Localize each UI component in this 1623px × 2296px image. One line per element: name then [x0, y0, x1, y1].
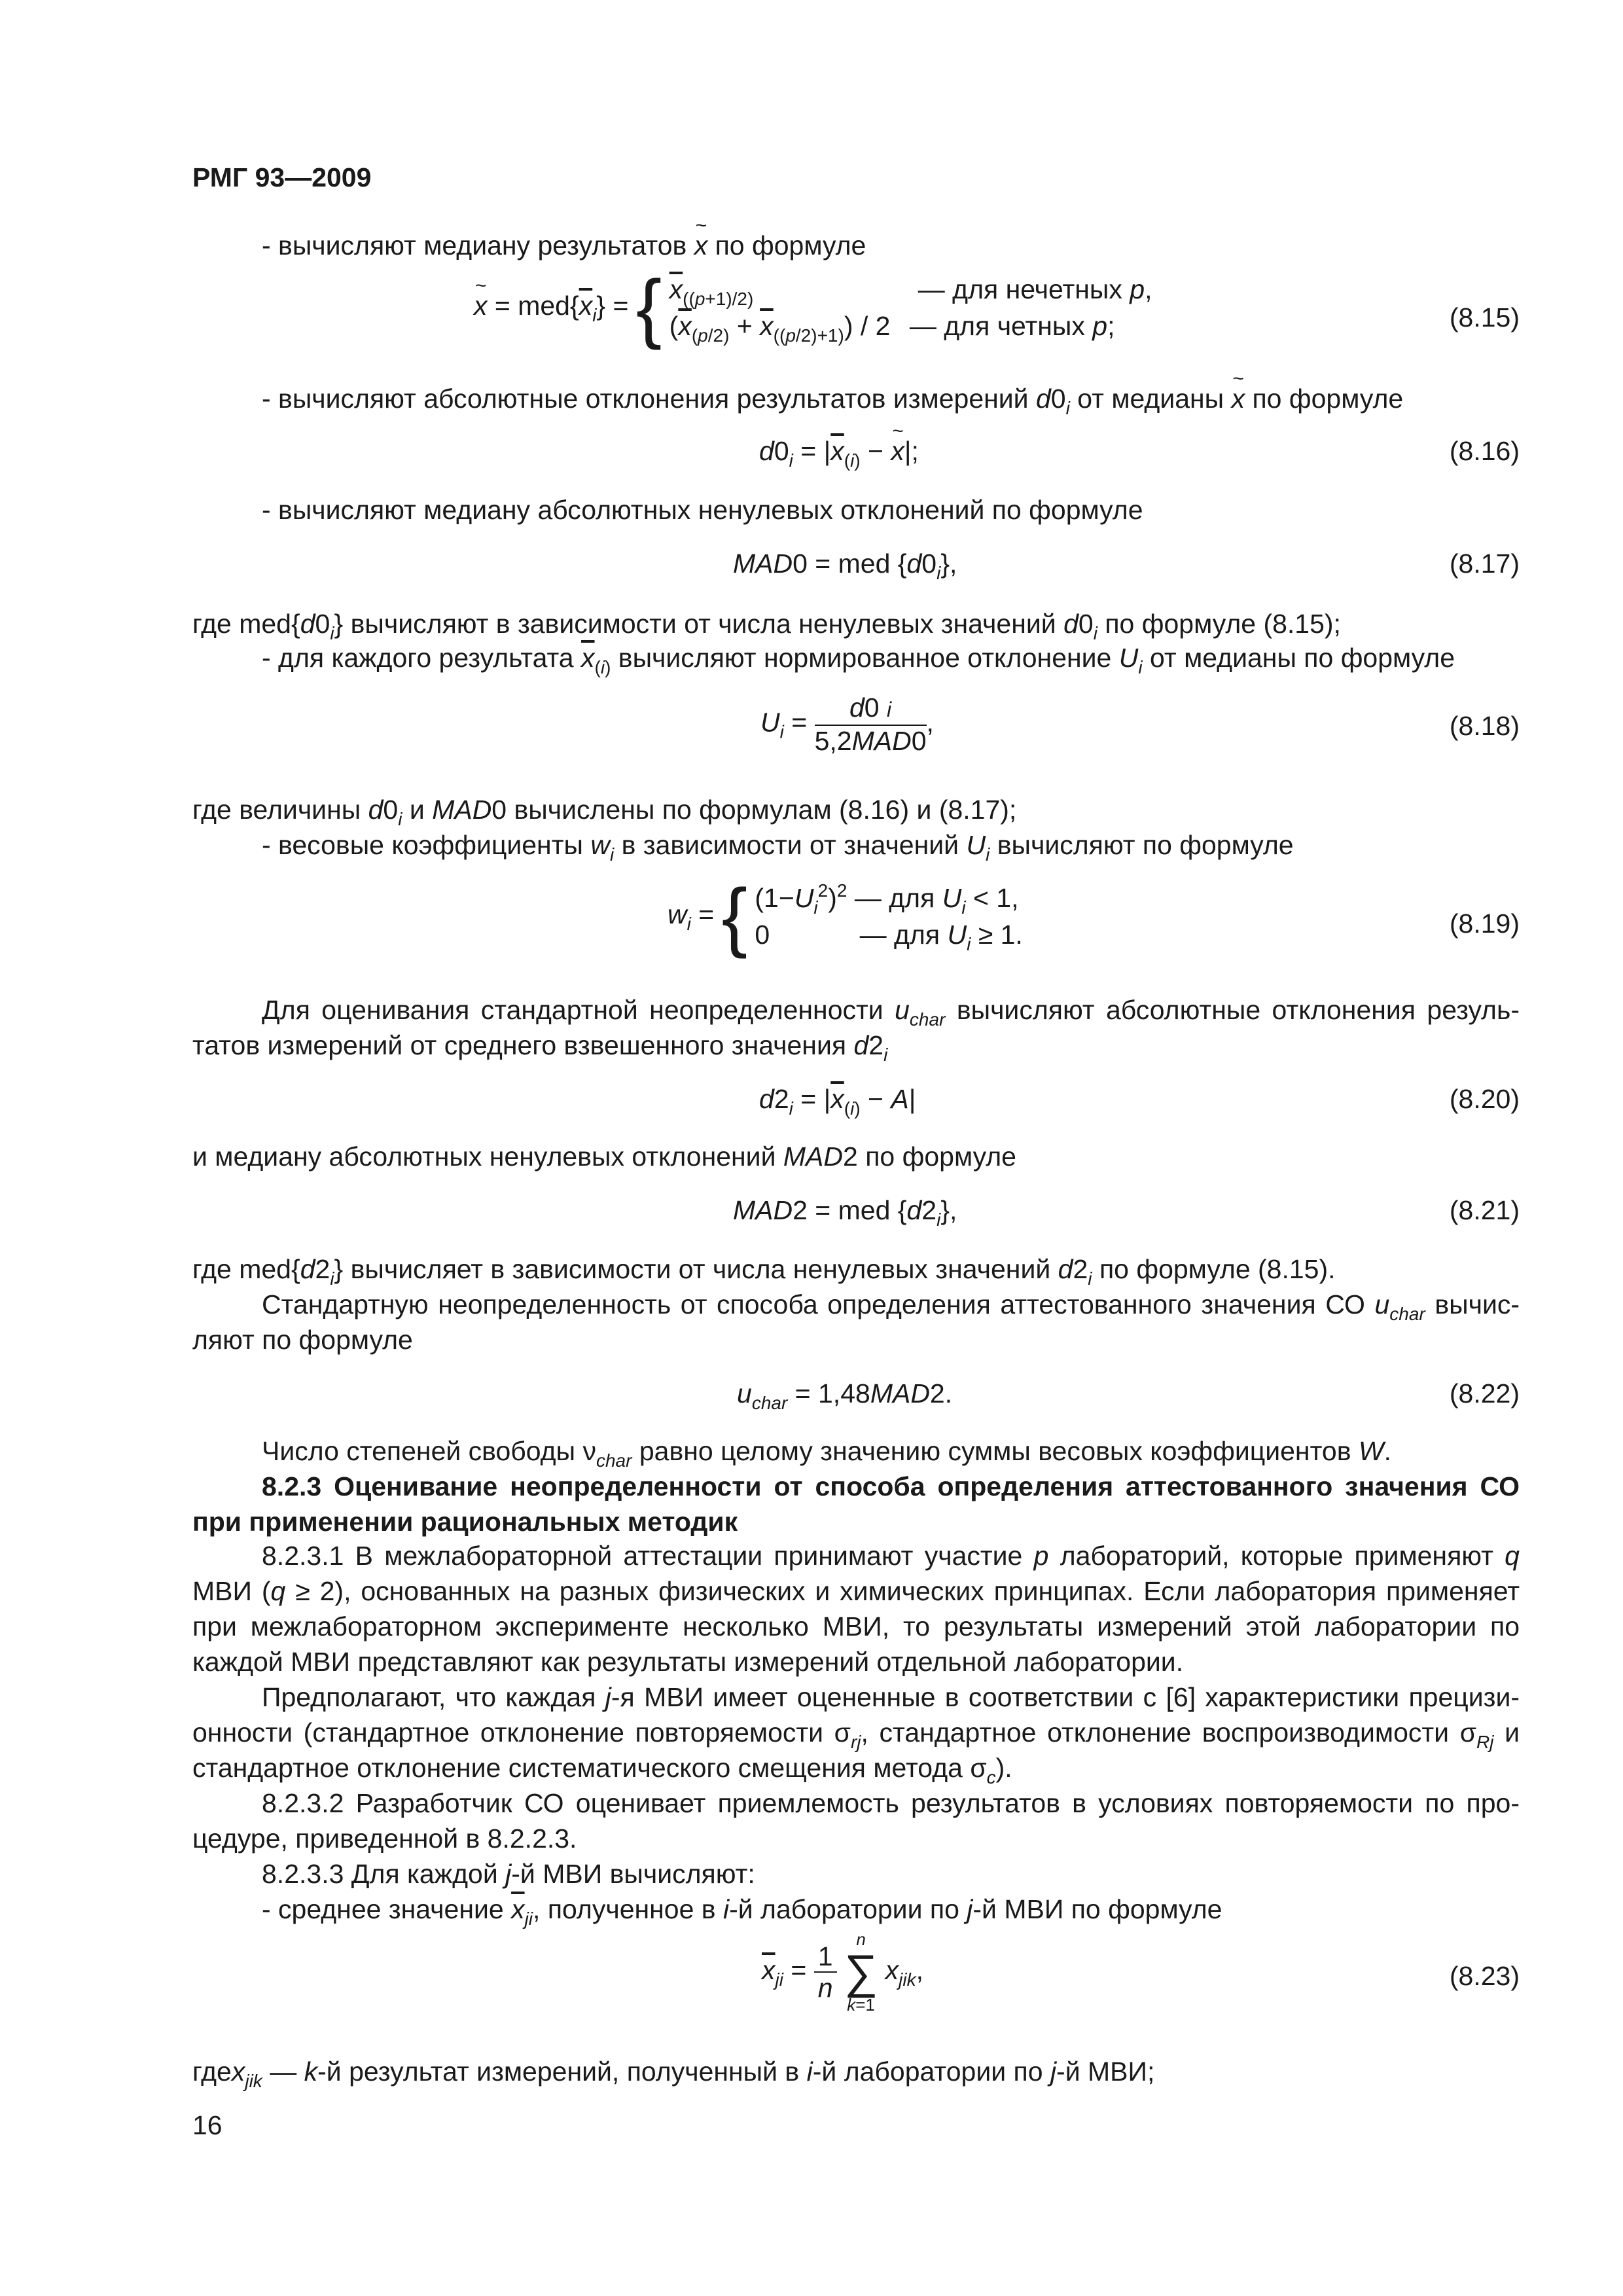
equation-number: (8.17) [1449, 548, 1520, 579]
text-line: и медиану абсолютных ненулевых отклонений MAD2 по формуле [192, 1141, 1016, 1172]
equation-number: (8.23) [1449, 1961, 1520, 1991]
text-line: где $med\{d2_i\}$ вычисляет в зависимости от числа ненулевых значений $d2_i$ по формуле (8.15). [192, 1254, 1336, 1289]
section-heading: 8.2.3 Оценивание неопределенности от способа определения аттестованного значения СО [262, 1471, 1520, 1501]
equation-number: (8.22) [1449, 1378, 1520, 1408]
equation-number: (8.21) [1449, 1195, 1520, 1225]
equation-number: (8.16) [1449, 436, 1520, 466]
text-line: - весовые коэффициенты $w_i$ в зависимости от значений $U_i$ вычисляют по формуле [262, 830, 1294, 865]
equation-number: (8.20) [1449, 1084, 1520, 1114]
text-line: ляют по формуле [192, 1325, 413, 1355]
text-line: Стандартную неопределенность от способа определения аттестованного значения СО $u_{char}$ вычис- [262, 1289, 1520, 1324]
equation-number: (8.19) [1449, 908, 1520, 939]
equation-8-16: $d0_i = |\overline{x}_{(i)} - x$ ~|; [759, 433, 919, 469]
equation-8-22: $u_{char} = 1,48MAD2$. [737, 1378, 953, 1413]
text-line: где величины $d0_i$ и MAD0 вычислены по формулам (8.16) и (8.17); [192, 795, 1017, 829]
text-line: где $med\{d0_i\}$ вычисляют в зависимости от числа ненулевых значений $d0_i$ по формуле (8.15); [192, 609, 1341, 643]
text-line: цедуре, приведенной в 8.2.2.3. [192, 1823, 577, 1854]
text-line: Число степеней свободы $\nu_{char}$ равно целому значению суммы весовых коэффициентов W. [262, 1436, 1391, 1471]
equation-8-17: MAD0 = med $\{d0_i\}$, [733, 548, 957, 583]
text-line: - вычисляют медиану результатов x ~ по формуле [262, 228, 1520, 263]
equation-8-23: $\overline{x}_{ji}$ = $\frac{1}{n}$ n ∑ k=1 $x_{jik}$, [762, 1929, 923, 2015]
text-line: - для каждого результата $\overline{x}_{(i)}$ вычисляют нормированное отклонение $U_i$ от медианы по формуле [262, 643, 1455, 677]
equation-8-19: $w_i$ = { $(1-U_i^2)^2$ — для $U_i < 1$, 0 — для $U_i \ge 1$. [668, 873, 1023, 960]
text-line: онности (стандартное отклонение повторяемости $\sigma_{rj}$, стандартное отклонение воспроизводимости $\sigma_{Rj}$ и [192, 1717, 1520, 1752]
text-line: 8.2.3.2 Разработчик СО оценивает приемлемость результатов в условиях повторяемости по про- [262, 1788, 1520, 1818]
equation-number: (8.15) [1449, 302, 1520, 332]
text-line: гдеx$_{jik}$ — k-й результат измерений, полученный в i-й лаборатории по j-й МВИ; [192, 2056, 1155, 2091]
text-line: при межлабораторном эксперименте несколько МВИ, то результаты измерений этой лаборатории по [192, 1611, 1520, 1641]
text-line: - среднее значение $\overline{x}_{ji}$, полученное в i-й лаборатории по j-й МВИ по формуле [262, 1894, 1222, 1929]
text-line: - вычисляют медиану абсолютных ненулевых отклонений по формуле [262, 495, 1143, 525]
equation-8-18: $U_i$ = $\frac{d0 i}{\text{5,2MAD0}}$ , [760, 692, 934, 756]
text-line: МВИ (q ≥ 2), основанных на разных физических и химических принципах. Если лаборатория применяет [192, 1576, 1520, 1606]
document-code: РМГ 93—2009 [192, 162, 372, 192]
text-line: 8.2.3.1 В межлабораторной аттестации принимают участие p лабораторий, которые применяют q [262, 1541, 1520, 1571]
equation-8-20: $d2_i = |\overline{x}_{(i)} - A|$ [759, 1084, 916, 1119]
section-heading: при применении рациональных методик [192, 1507, 738, 1537]
equation-8-15: x ~ = $med\{\overline{x}_i\}$ = { $\overline{x}_{((p+1)/2)}$ — для нечетных p, $(\overline{x}_{(p/2)} + \overline{x}_{((p/2)+1)}) / 2$ — для четных p; [474, 271, 1152, 344]
page-number: 16 [192, 2110, 223, 2140]
text-line: татов измерений от среднего взвешенного значения $d2_i$ [192, 1030, 888, 1065]
text-line: стандартное отклонение систематического смещения метода $\sigma_c$). [192, 1753, 1012, 1787]
text-line: каждой МВИ представляют как результаты измерений отдельной лаборатории. [192, 1647, 1184, 1677]
text-line: Предполагают, что каждая j-я МВИ имеет оцененные в соответствии с [6] характеристики прецизи- [262, 1682, 1520, 1712]
text-line: Для оценивания стандартной неопределенности $u_{char}$ вычисляют абсолютные отклонения резуль- [262, 995, 1520, 1030]
equation-8-21: MAD2 = med $\{d2_i\}$, [733, 1195, 957, 1230]
text-line: 8.2.3.3 Для каждой j-й МВИ вычисляют: [262, 1859, 755, 1889]
text-line: - вычисляют абсолютные отклонения результатов измерений $d0_i$ от медианы x ~ по формуле [262, 381, 1520, 416]
equation-number: (8.18) [1449, 711, 1520, 741]
